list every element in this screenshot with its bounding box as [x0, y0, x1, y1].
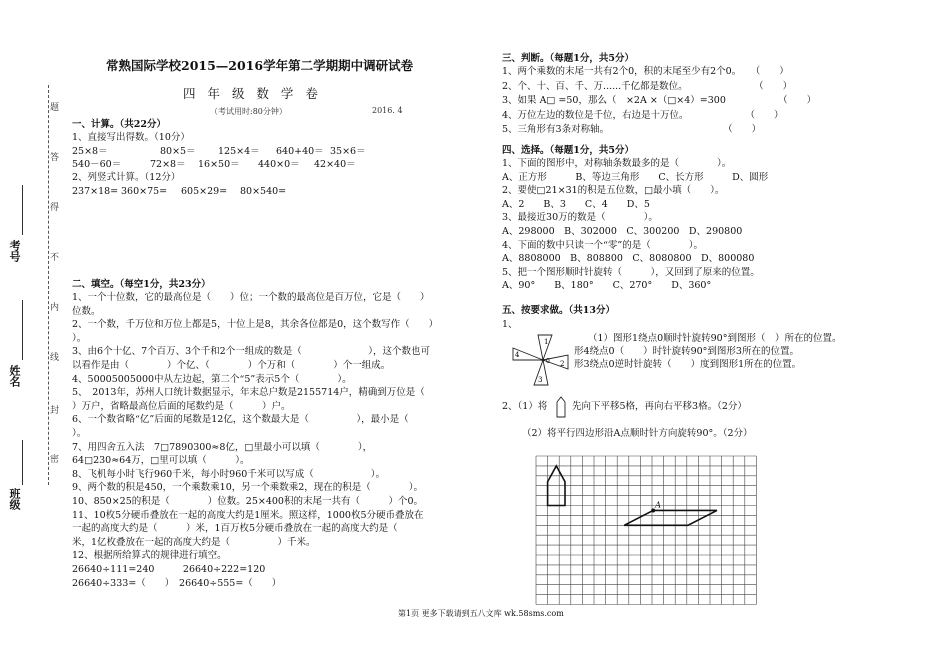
question-line: 2、个、十、百、千、万......千亿都是数位。 （ ）: [502, 80, 793, 92]
parallelogram-shape: [624, 510, 717, 525]
question-line: 7、用四舍五入法 7□7890300≈8亿，□里最小可以填（ ），: [72, 441, 373, 453]
rotation-question: 形4绕点0（ ）时针旋转90°到图形3所在的位置。: [574, 346, 799, 357]
name-label: 姓名: [8, 365, 21, 387]
exam-no-field[interactable]: [22, 185, 23, 235]
exam-date: 2016. 4: [372, 106, 403, 115]
seal-mark: 密: [50, 455, 60, 465]
section-5-title: 五、按要求做。（共13分）: [502, 305, 615, 316]
calc-item: 80×5＝: [160, 146, 196, 157]
seal-mark: 答: [50, 153, 60, 163]
question-line: 8、飞机每小时飞行960千米，每小时960千米可以写成（ ）。: [72, 468, 386, 480]
question-line: A、90° B、180° C、270° D、360°: [502, 280, 712, 292]
question-line: 10、850×25的积是（ ）位数。25×400积的末尾一共有（ ）个0。: [72, 496, 423, 507]
question-line: 26640÷111=240 26640÷222=120: [72, 564, 266, 575]
question-line: 2、要使□21×31的积是五位数，□最小填（ ）。: [502, 185, 725, 197]
center-point: [542, 359, 545, 362]
question-line: 米，1亿枚叠放在一起的高度大约是（ ）千米。: [72, 536, 316, 548]
translate-question-pre: 2、（1）将: [502, 401, 548, 412]
question-line: 3、由6个十亿、7个百万、3个千和2个一组成的数是（ ），这个数也可: [72, 346, 430, 358]
question-line: 12、根据所给算式的规律进行填空。: [72, 550, 227, 562]
calc-item: 16×50＝: [198, 159, 240, 170]
figure-label: 3: [538, 376, 543, 384]
question-line: A、正方形 B、等边三角形 C、长方形 D、圆形: [502, 171, 769, 183]
point-a-label: A: [655, 500, 661, 510]
small-house-icon: [556, 396, 566, 418]
seal-mark: 内: [50, 303, 60, 313]
question-line: ）。: [72, 428, 87, 439]
question-line: 6、一个数省略“亿”后面的尾数是12亿，这个数最大是（ ），最小是（: [72, 414, 409, 426]
pinwheel-figure: [508, 330, 578, 390]
seal-mark: 题: [50, 103, 60, 113]
seal-mark: 线: [50, 353, 60, 363]
calc-item: 125×4＝: [218, 146, 260, 157]
seal-line: [48, 85, 49, 485]
class-field[interactable]: [22, 440, 23, 485]
page-footer: 第1页 更多下载请到五八文库 wk.58sms.com: [398, 609, 564, 618]
rotation-question: 形3绕点0逆时针旋转（ ）度到图形1所在的位置。: [574, 359, 802, 370]
question-line: 4、50005005000中从左边起，第二个“5”表示5个（ ）。: [72, 373, 352, 385]
question-line: 64□230≈64万，□里可以填（ ）。: [72, 455, 250, 467]
figure-label: 4: [515, 351, 520, 359]
translate-question-post: 先向下平移5格，再向右平移3格。（2分）: [572, 401, 747, 412]
name-field[interactable]: [22, 300, 23, 360]
question-line: A、2 B、3 C、4 D、5: [502, 198, 650, 210]
seal-mark: 封: [50, 406, 60, 416]
question-line: 一起的高度大约是（ ）米，1百万枚5分硬币叠放在一起的高度大约是（: [72, 523, 398, 535]
question-line: 5、三角形有3条对称轴。 （ ）: [502, 124, 762, 136]
figure-label: 2: [560, 360, 565, 368]
seal-mark: 得: [50, 203, 60, 213]
question-line: 4、万位左边的数位是千位，右边是十万位。 （ ）: [502, 109, 784, 121]
question-line: 5、 2013年，苏州人口统计数据显示，年末总户数是2155714户，精确到万位是（: [72, 387, 425, 399]
question-line: ）万户，省略最高位后面的尾数约是（ ）户。: [72, 400, 291, 412]
calc-item: 42×40＝: [314, 159, 356, 170]
question-text: 2、列竖式计算。（12分）: [72, 172, 181, 183]
question-line: 26640÷333=（ ） 26640÷555=（ ）: [72, 577, 282, 589]
calc-item: 25×8＝: [72, 146, 108, 157]
exam-time: （考试用时:80分钟）: [210, 107, 287, 116]
question-line: 1、下面的图形中，对称轴条数最多的是（ ）。: [502, 158, 732, 169]
question-line: 4、下面的数中只读一个“零”的是（ ）。: [502, 239, 704, 251]
question-line: 以看作是由（ ）个亿、（ ）个万和（ ）个一组成。: [72, 360, 391, 371]
section-1-title: 一、计算。（共22分）: [72, 119, 166, 130]
question-line: 3、最接近30万的数是（ ）。: [502, 212, 658, 224]
question-line: A、8808000 B、808800 C、8080800 D、800080: [502, 253, 755, 265]
calc-item: 540－60＝: [72, 159, 122, 170]
exam-no-label: 考号: [8, 240, 21, 262]
calc-item: 72×8＝: [150, 159, 186, 170]
section-2-title: 二、填空。（每空1分，共23分）: [72, 279, 211, 290]
center-label: 0: [546, 358, 550, 365]
calc-item: 237×18=: [72, 186, 119, 197]
calc-item: 640+40＝: [276, 146, 324, 157]
question-line: 11、10枚5分硬币叠放在一起的高度大约是1厘米。照这样，1000枚5分硬币叠放在: [72, 509, 424, 521]
calc-item: 35×6＝: [330, 146, 366, 157]
question-line: 1、两个乘数的末尾一共有2个0，积的末尾至少有2个0。 （ ）: [502, 66, 789, 77]
rotation-question: （1）图形1绕点0顺时针旋转90°到图形（ ）所在的位置。: [588, 333, 842, 344]
paper-title: 常熟国际学校2015—2016学年第二学期期中调研试卷: [106, 58, 414, 73]
question-line: 2、一个数，千万位和万位上都是5，十位上是8，其余各位都是0，这个数写作（ ）: [72, 319, 439, 331]
figure-label: 1: [544, 338, 549, 346]
question-line: 位数。: [72, 305, 101, 317]
seal-mark: 不: [50, 253, 60, 263]
question-line: 1、一个十位数，它的最高位是（ ）位；一个数的最高位是百万位，它是（ ）: [72, 292, 430, 303]
question-text: 1、直接写出得数。（10分）: [72, 132, 190, 143]
calc-item: 440×0＝: [258, 159, 300, 170]
question-line: 9、两个数的积是450，一个乘数乘10，另一个乘数乘2，现在的积是（ ）。: [72, 482, 424, 494]
section-4-title: 四、选择。（每题1分，共5分）: [502, 145, 634, 156]
calc-item: 80×540=: [240, 186, 287, 197]
question-line: 3、如果 A□ =50，那么（ ×2A ×（□×4）=300 （ ）: [502, 95, 817, 107]
calc-item: 605×29=: [181, 186, 228, 197]
square-grid[interactable]: [535, 455, 757, 605]
class-label: 班级: [8, 488, 21, 510]
question-line: ）。: [72, 332, 87, 344]
question-line: A、298000 B、302000 C、300200 D、290800: [502, 226, 743, 237]
section-3-title: 三、判断。（每题1分，共5分）: [502, 53, 634, 64]
question-text: 1、: [502, 319, 518, 330]
calc-item: 360×75=: [121, 186, 168, 197]
paper-subtitle: 四 年 级 数 学 卷: [183, 86, 322, 101]
rotate-question: （2）将平行四边形沿A点顺时针方向旋转90°。（2分）: [522, 428, 753, 439]
question-line: 5、把一个图形顺时针旋转（ ），又回到了原来的位置。: [502, 266, 760, 278]
